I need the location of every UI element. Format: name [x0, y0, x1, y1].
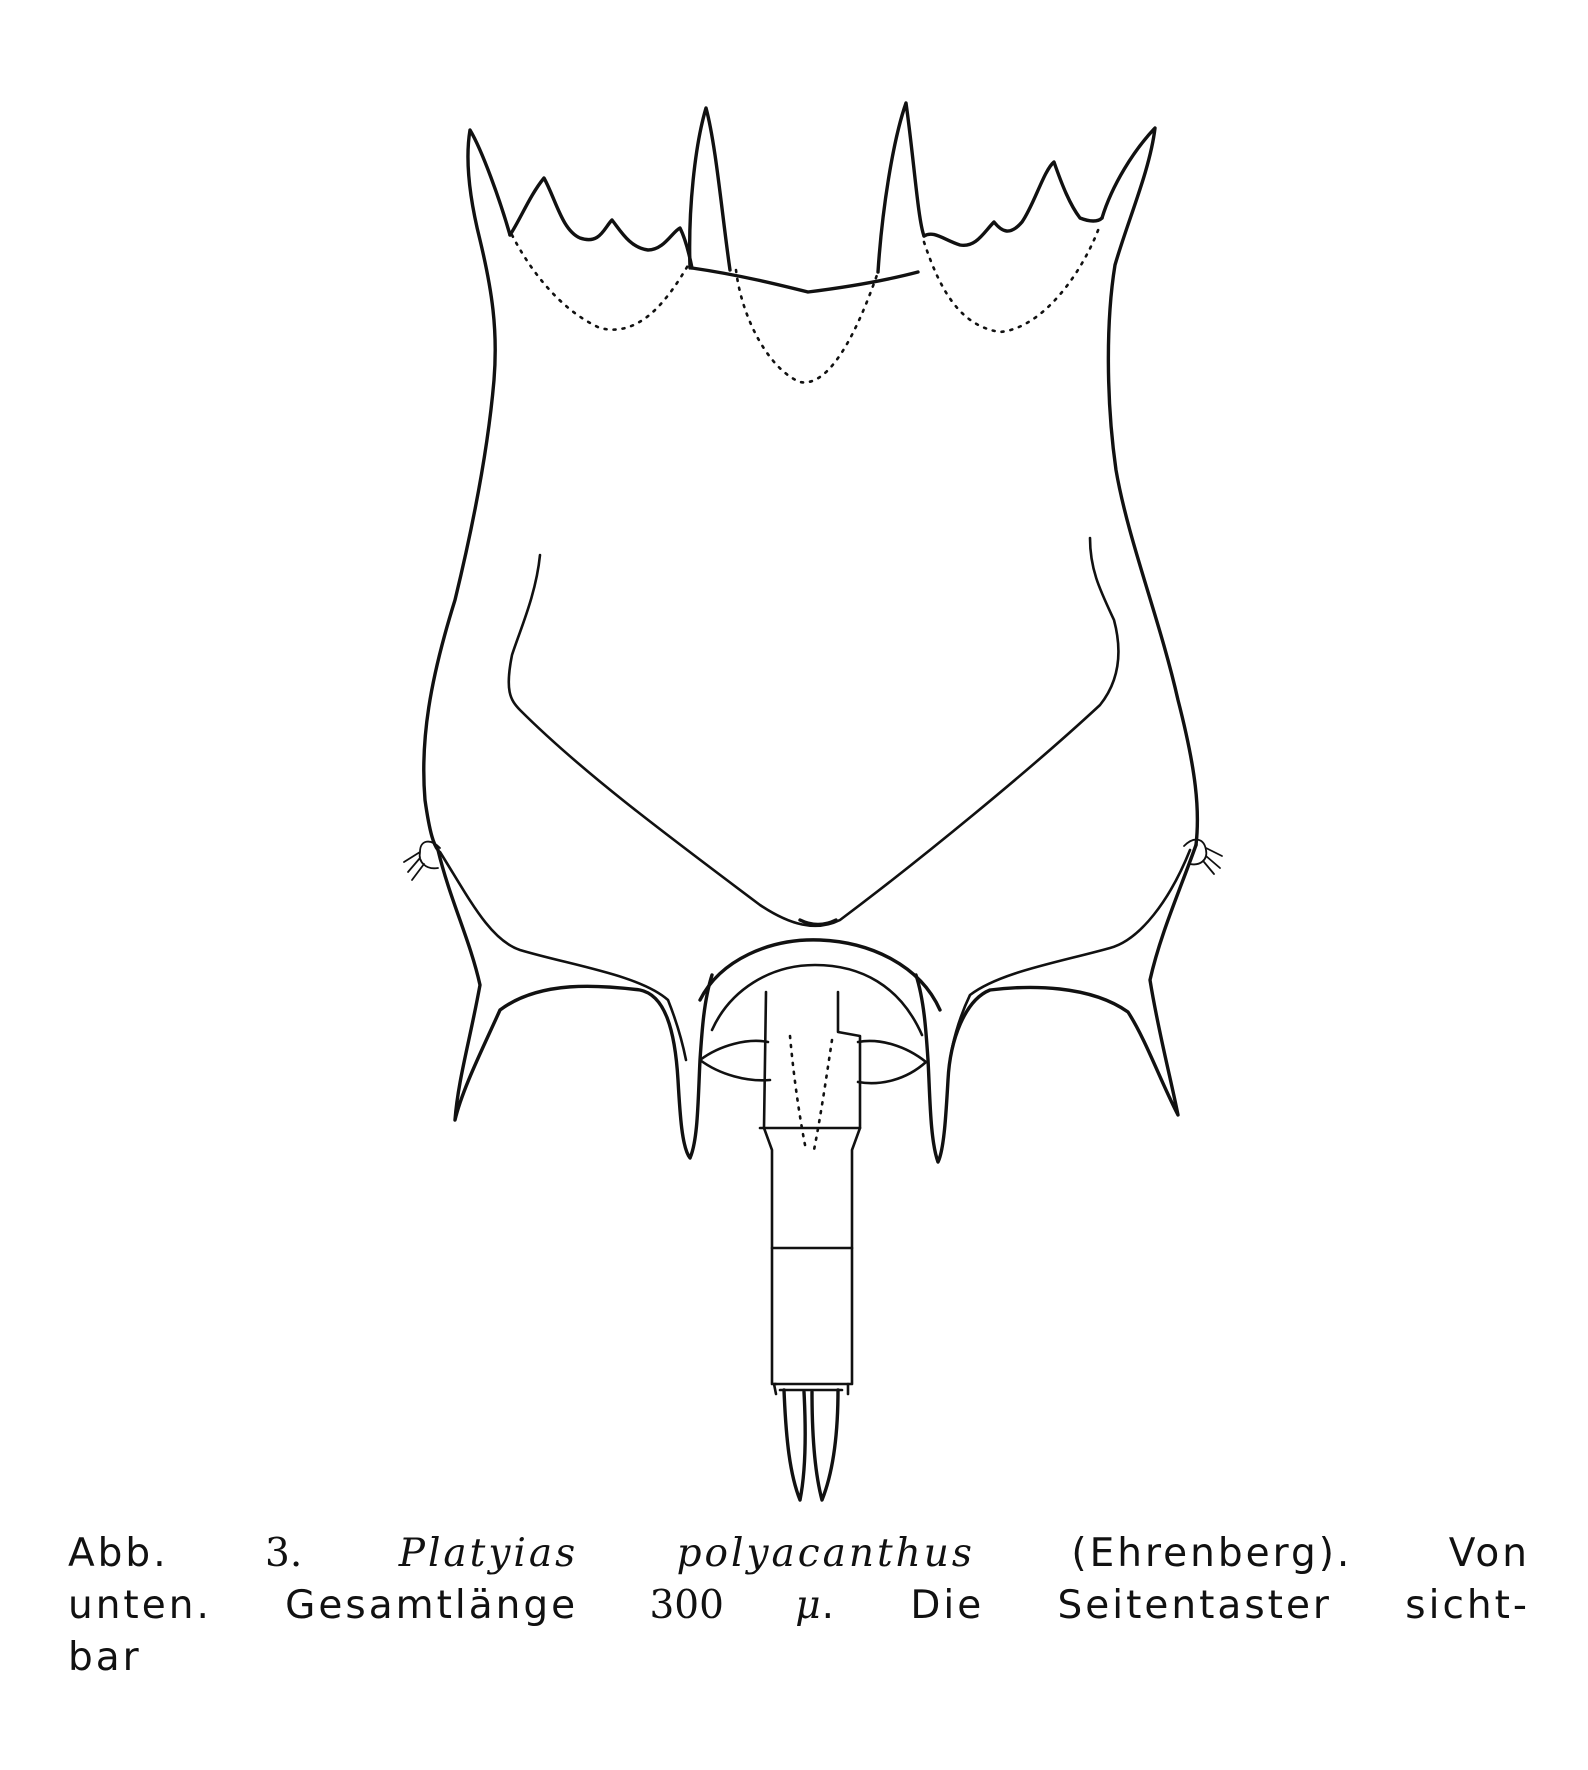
anterior-margin-right: [924, 162, 1102, 245]
dotted-scallop-center: [736, 270, 878, 382]
left-foot-lens: [700, 1041, 770, 1080]
caption-label: Abb.: [68, 1531, 169, 1576]
caption-line-3: [68, 1632, 1530, 1684]
left-toe: [784, 1390, 805, 1500]
right-foot-lens: [858, 1041, 926, 1083]
caption-species: Platyias polyacanthus: [398, 1531, 975, 1576]
caption-line-2: [68, 1580, 1530, 1632]
right-median-spine: [878, 103, 924, 272]
right-toe: [812, 1390, 838, 1500]
right-posterior-outline: [916, 845, 1196, 1162]
right-anterior-spine: [1102, 128, 1197, 845]
figure-caption: [68, 1528, 1530, 1684]
anterior-margin-center: [692, 268, 918, 292]
right-posterior-inner: [950, 850, 1190, 1060]
foot-inner-dotted: [790, 1036, 832, 1150]
anterior-margin-left: [510, 178, 692, 268]
caption-text-4: bar: [68, 1635, 142, 1680]
caption-text-1: Von: [1448, 1531, 1530, 1576]
dotted-scallop-left: [512, 235, 690, 330]
inner-lorica-plate: [509, 538, 1119, 926]
foot-segment-2: [764, 1128, 860, 1248]
caption-length-value: 300: [649, 1583, 724, 1628]
caption-length-unit: μ: [795, 1583, 822, 1628]
caption-line-1: [68, 1528, 1530, 1580]
right-lateral-antenna: [1184, 840, 1222, 874]
left-posterior-inner: [440, 852, 686, 1060]
foot-segment-3: [772, 1248, 852, 1384]
left-median-spine: [690, 108, 730, 270]
caption-number: 3.: [265, 1531, 303, 1576]
caption-author: (Ehrenberg).: [1071, 1531, 1353, 1576]
caption-text-3: . Die Seitentaster sicht-: [821, 1583, 1530, 1628]
foot-opening-arc-inner: [712, 965, 922, 1035]
left-anterior-spine: [424, 130, 510, 850]
inner-plate-tip: [800, 920, 836, 925]
foot-opening-arc-outer: [700, 940, 940, 1010]
caption-text-2: unten. Gesamtlänge: [68, 1583, 579, 1628]
foot-segment-1: [760, 992, 860, 1128]
